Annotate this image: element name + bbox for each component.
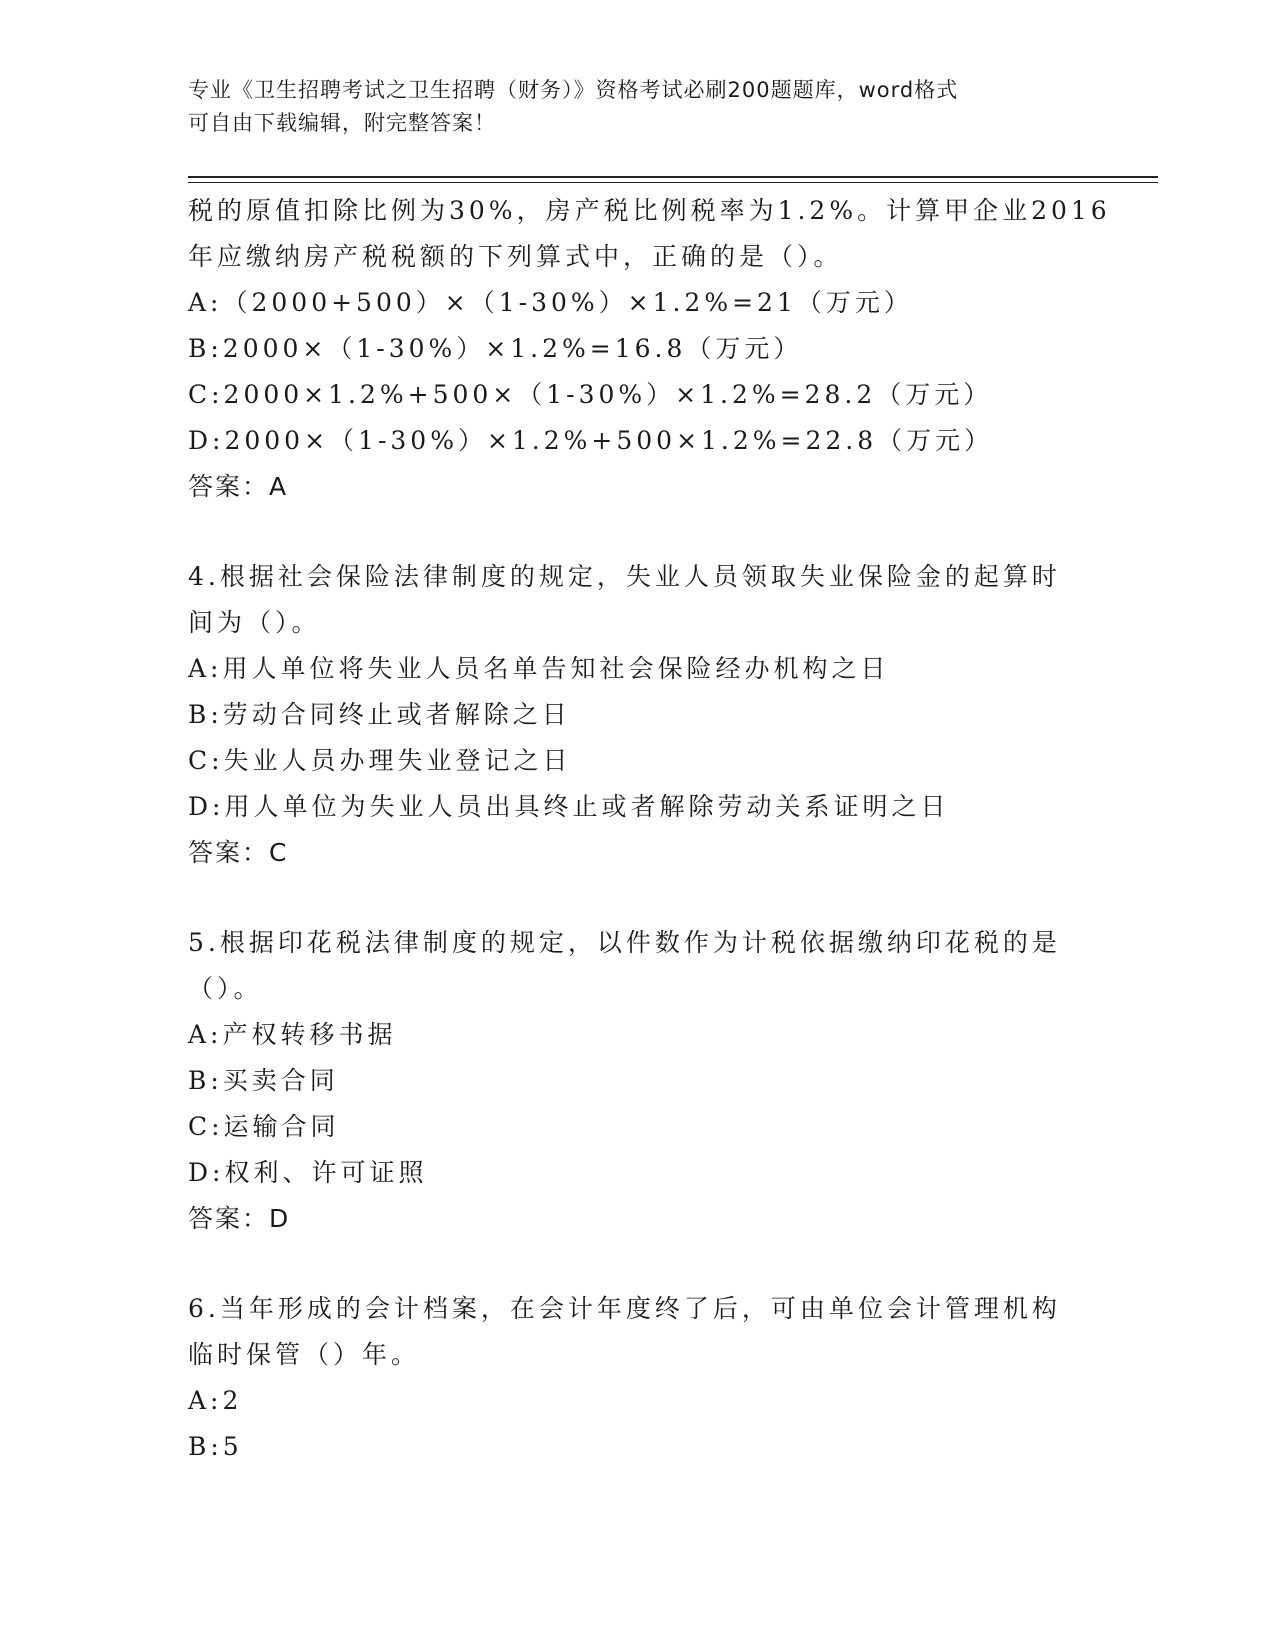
question-4 [188,554,1088,876]
question-spacer [188,876,1088,920]
option-d: D:2000×（1-30%）×1.2%+500×1.2%=22.8（万元） [188,426,994,455]
question-text-line: 4.根据社会保险法律制度的规定，失业人员领取失业保险金的起算时 [188,562,1061,591]
answer-label: 答案：C [188,838,289,867]
option-a: A:2 [188,1386,243,1415]
option-a: A:用人单位将失业人员名单告知社会保险经办机构之日 [188,654,890,683]
question-text-line: 5.根据印花税法律制度的规定，以件数作为计税依据缴纳印花税的是 [188,928,1061,957]
answer-label: 答案：D [188,1204,291,1233]
option-a: A:（2000+500）×（1-30%）×1.2%=21（万元） [188,288,913,317]
question-text-line: 税的原值扣除比例为30%，房产税比例税率为1.2%。计算甲企业2016 [188,196,1111,225]
question-6 [188,1286,1088,1470]
question-text-line: 年应缴纳房产税税额的下列算式中，正确的是（）。 [188,242,843,271]
document-header [188,74,1088,140]
question-text-line: 6.当年形成的会计档案，在会计年度终了后，可由单位会计管理机构 [188,1294,1061,1323]
question-list [188,188,1111,1470]
option-c: C:运输合同 [188,1112,340,1141]
question-text-line: 间为（）。 [188,608,321,637]
option-a: A:产权转移书据 [188,1020,397,1049]
option-d: D:权利、许可证照 [188,1158,428,1187]
option-b: B:劳动合同终止或者解除之日 [188,700,571,729]
option-d: D:用人单位为失业人员出具终止或者解除劳动关系证明之日 [188,792,950,821]
option-b: B:买卖合同 [188,1066,339,1095]
question-3 [188,188,1111,510]
header-divider-thin [188,182,1158,183]
header-divider-thick [188,176,1158,178]
option-b: B:5 [188,1432,243,1461]
header-title-line1: 专业《卫生招聘考试之卫生招聘（财务）》资格考试必刷200题题库，word格式 [188,78,959,102]
question-text-line: （）。 [188,974,263,1003]
question-5 [188,920,1088,1242]
option-c: C:失业人员办理失业登记之日 [188,746,572,775]
question-spacer [188,1242,1088,1286]
answer-label: 答案：A [188,472,289,501]
question-spacer [188,510,1088,554]
header-title-line2: 可自由下载编辑，附完整答案！ [188,111,496,135]
option-b: B:2000×（1-30%）×1.2%=16.8（万元） [188,334,803,363]
question-text-line: 临时保管（）年。 [188,1340,421,1369]
option-c: C:2000×1.2%+500×（1-30%）×1.2%=28.2（万元） [188,380,993,409]
